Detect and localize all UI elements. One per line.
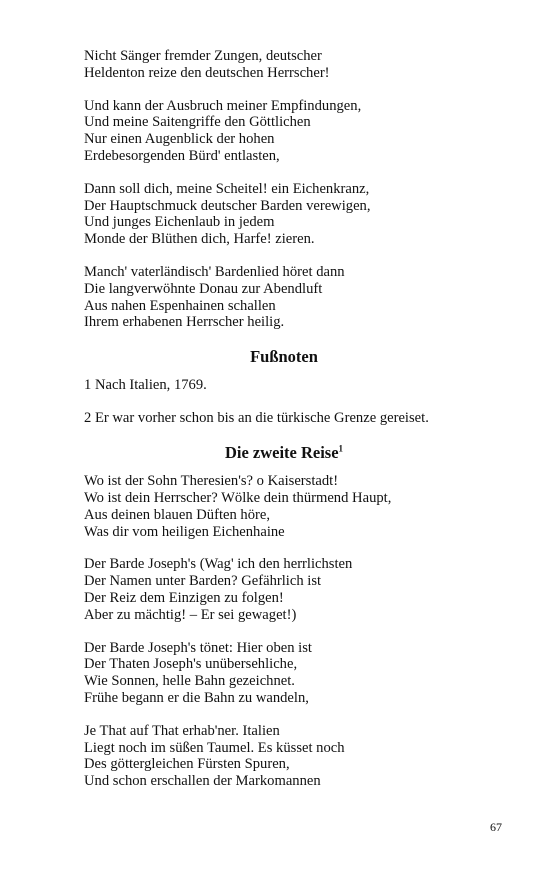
verse-line: Wie Sonnen, helle Bahn gezeichnet.: [84, 673, 295, 690]
verse-line: Nur einen Augenblick der hohen: [84, 131, 275, 148]
verse-line: Und junges Eichenlaub in jedem: [84, 214, 275, 231]
verse-line: Monde der Blüthen dich, Harfe! zieren.: [84, 231, 315, 248]
verse-line: Und meine Saitengriffe den Göttlichen: [84, 114, 311, 131]
stanza: [84, 473, 484, 540]
poem-1: [84, 48, 484, 331]
verse-line: Dann soll dich, meine Scheitel! ein Eichenkranz,: [84, 180, 370, 197]
footnote-item: 2 Er war vorher schon bis an die türkische Grenze gereiset.: [84, 410, 429, 427]
verse-line: Ihrem erhabenen Herrscher heilig.: [84, 314, 285, 331]
stanza: [84, 48, 484, 82]
verse-line: Aus deinen blauen Düften höre,: [84, 506, 271, 523]
page-content: [84, 48, 484, 806]
stanza: [84, 556, 484, 623]
footnote-marker[interactable]: 1: [338, 443, 344, 454]
footnote-item: 1 Nach Italien, 1769.: [84, 377, 207, 394]
verse-line: Frühe begann er die Bahn zu wandeln,: [84, 689, 309, 706]
verse-line: Aus nahen Espenhainen schallen: [84, 297, 276, 314]
verse-line: Und kann der Ausbruch meiner Empfindungen,: [84, 97, 362, 114]
stanza: [84, 264, 484, 331]
stanza: [84, 98, 484, 165]
verse-line: Der Barde Joseph's tönet: Hier oben ist: [84, 639, 312, 656]
verse-line: Nicht Sänger fremder Zungen, deutscher: [84, 48, 322, 64]
page-number: 67: [490, 820, 502, 834]
poem-title-text: Die zweite Reise: [224, 443, 339, 463]
verse-line: Die langverwöhnte Donau zur Abendluft: [84, 280, 323, 297]
stanza: [84, 640, 484, 707]
stanza: [84, 181, 484, 248]
verse-line: Der Reiz dem Einzigen zu folgen!: [84, 589, 284, 606]
verse-line: Wo ist dein Herrscher? Wölke dein thürmend Haupt,: [84, 489, 392, 506]
verse-line: Wo ist der Sohn Theresien's? o Kaiserstadt!: [84, 473, 339, 490]
verse-line: Manch' vaterländisch' Bardenlied höret dann: [84, 263, 345, 280]
verse-line: Was dir vom heiligen Eichenhaine: [84, 523, 285, 540]
verse-line: Der Namen unter Barden? Gefährlich ist: [84, 573, 322, 590]
verse-line: Der Thaten Joseph's unübersehliche,: [84, 656, 298, 673]
verse-line: Aber zu mächtig! – Er sei gewaget!): [84, 606, 297, 623]
verse-line: Der Hauptschmuck deutscher Barden verewigen,: [84, 197, 371, 214]
verse-line: Und schon erschallen der Markomannen: [84, 773, 321, 790]
stanza: [84, 723, 484, 790]
verse-line: Je That auf That erhab'ner. Italien: [84, 722, 280, 739]
verse-line: Des göttergleichen Fürsten Spuren,: [84, 756, 290, 773]
footnotes-heading: Fußnoten: [250, 347, 318, 367]
verse-line: Erdebesorgenden Bürd' entlasten,: [84, 147, 280, 164]
verse-line: Der Barde Joseph's (Wag' ich den herrlichsten: [84, 556, 353, 573]
verse-line: Liegt noch im süßen Taumel. Es küsset noch: [84, 739, 345, 756]
poem-title: [84, 443, 484, 463]
poem-2: [84, 473, 484, 790]
verse-line: Heldenton reize den deutschen Herrscher!: [84, 64, 330, 81]
